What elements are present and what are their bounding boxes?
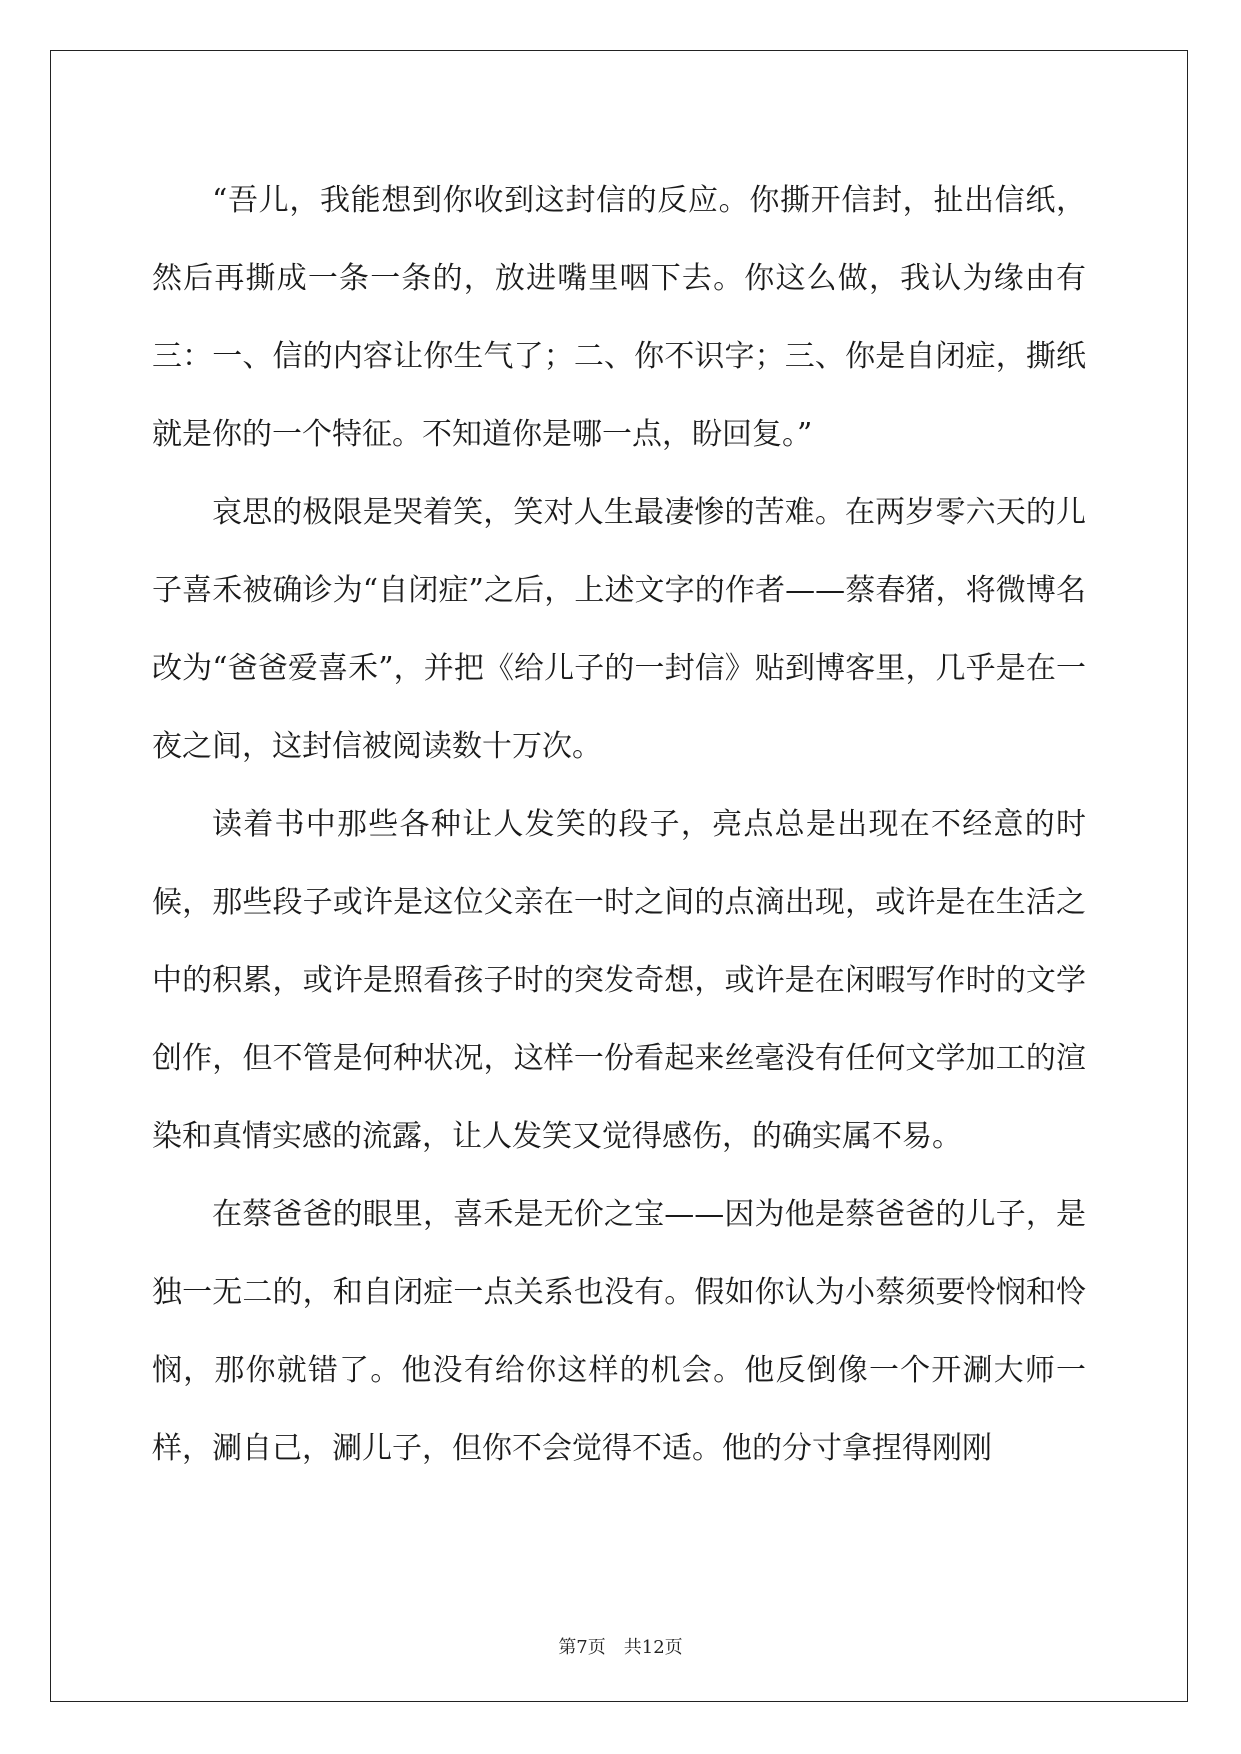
page-total: 共12页 (623, 1637, 683, 1658)
paragraph: 哀思的极限是哭着笑，笑对人生最凄惨的苦难。在两岁零六天的儿子喜禾被确诊为“自闭症”之后，上述文字的作者——蔡春猪，将微博名改为“爸爸爱喜禾”，并把《给儿子的一封信》贴到博客里，几乎是在一夜之间，这封信被阅读数十万次。 (152, 495, 1086, 764)
page-footer (0, 1633, 1241, 1659)
paragraph: “吾儿，我能想到你收到这封信的反应。你撕开信封，扯出信纸，然后再撕成一条一条的，放进嘴里咽下去。你这么做，我认为缘由有三：一、信的内容让你生气了；二、你不识字；三、你是自闭症，撕纸就是你的一个特征。不知道你是哪一点，盼回复。” (152, 183, 1086, 452)
paragraph: 读着书中那些各种让人发笑的段子，亮点总是出现在不经意的时候，那些段子或许是这位父亲在一时之间的点滴出现，或许是在生活之中的积累，或许是照看孩子时的突发奇想，或许是在闲暇写作时的文学创作，但不管是何种状况，这样一份看起来丝毫没有任何文学加工的渲染和真情实感的流露，让人发笑又觉得感伤，的确实属不易。 (152, 807, 1086, 1154)
page-number: 第7页 (558, 1637, 606, 1658)
body-text (152, 162, 1086, 1488)
paragraph: 在蔡爸爸的眼里，喜禾是无价之宝——因为他是蔡爸爸的儿子，是独一无二的，和自闭症一点关系也没有。假如你认为小蔡须要怜悯和怜悯，那你就错了。他没有给你这样的机会。他反倒像一个开涮大师一样，涮自己，涮儿子，但你不会觉得不适。他的分寸拿捏得刚刚 (152, 1197, 1086, 1466)
